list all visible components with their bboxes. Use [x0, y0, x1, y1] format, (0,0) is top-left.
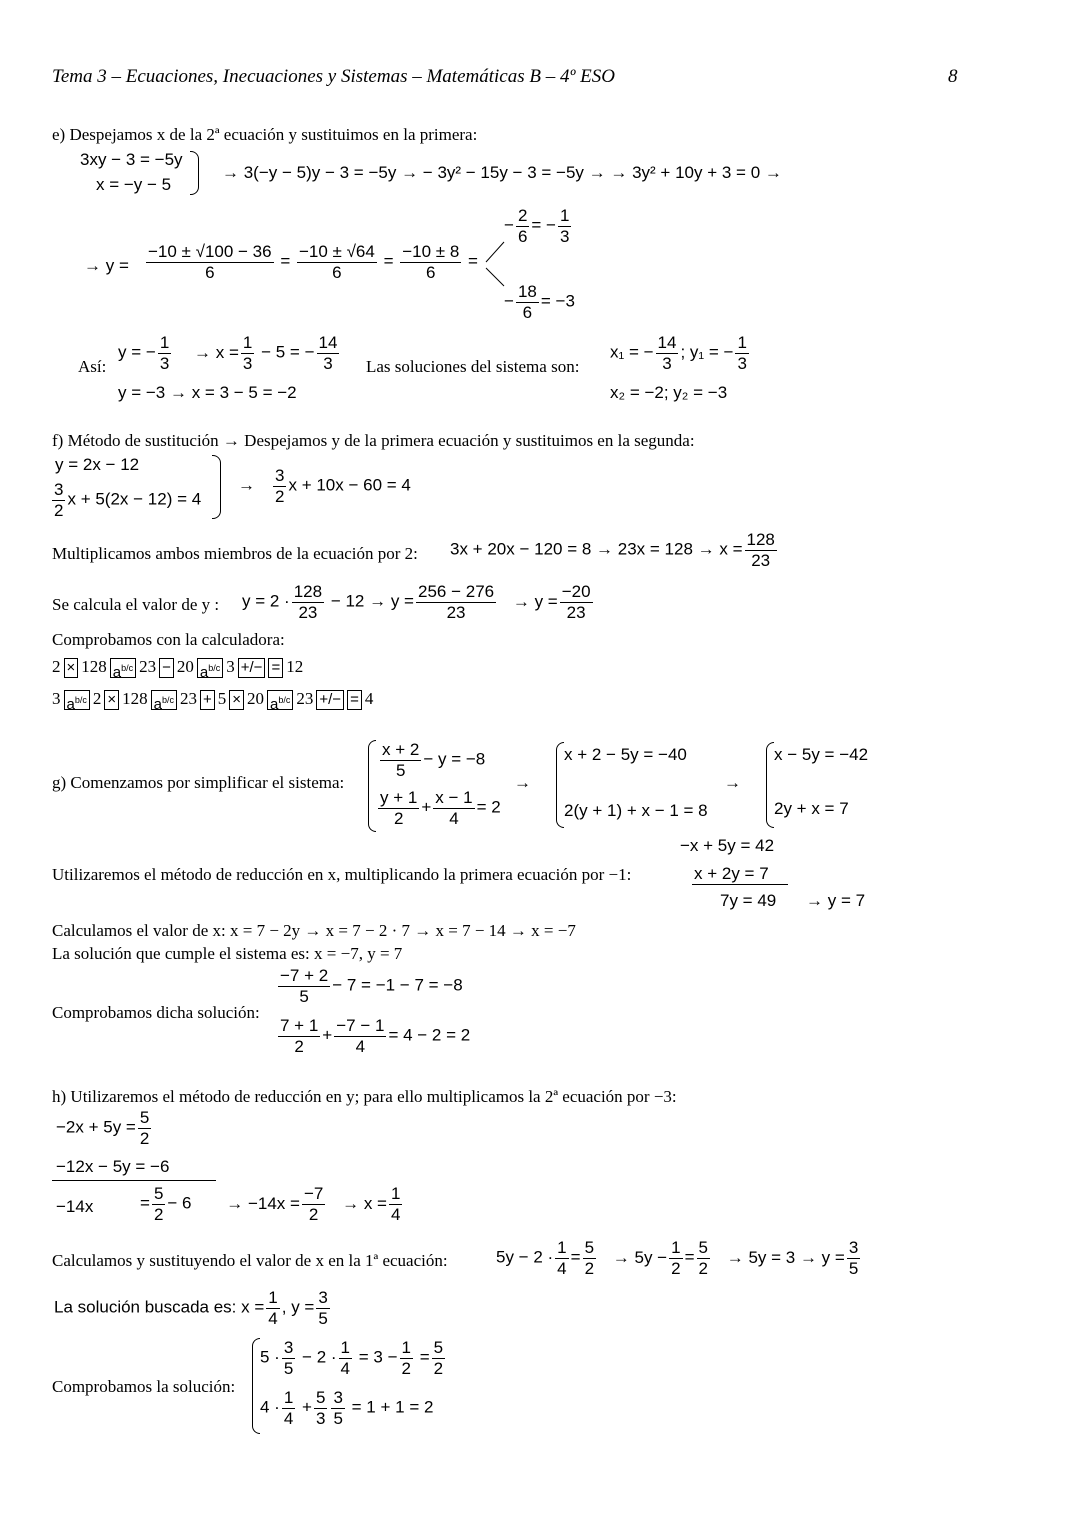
calculator-key: $a^{b/c}$ — [64, 690, 90, 710]
h-l1: −2x + 5y = $\frac{5}{2}$ — [56, 1108, 150, 1148]
h-calc-y-eq: 5y − 2 · $\frac{1}{4}$ = $\frac{5}{2}$ → 5y − $\frac{1}{2}$ = $\frac{5}{2}$ → 5y = 3 → y = $\frac{3}{5}$ — [496, 1238, 859, 1278]
g-b1: x + 2 − 5y = −40 — [564, 745, 687, 764]
page-number: 8 — [948, 66, 958, 87]
e-eq1: 3xy − 3 = −5y — [80, 150, 183, 169]
e-frac1: $\frac{-10 \pm √100 - 36}{6}$ = $\frac{-10 \pm √64}{6}$ = $\frac{-10 \pm 8}{6}$ = — [148, 242, 478, 282]
g-brace-c — [766, 742, 774, 828]
f-right-brace — [212, 455, 221, 519]
f-intro: f) Método de sustitución → Despejamos y de la primera ecuación y sustituimos en la segunda: — [52, 431, 695, 450]
g-r3: 7y = 49 — [720, 891, 777, 910]
e-y-label: → y = — [84, 256, 129, 275]
f-eq1: y = 2x − 12 — [55, 455, 140, 474]
calculator-number: 4 — [364, 689, 374, 708]
e-sol-line2: y = −3 → x = 3 − 5 = −2 — [118, 383, 297, 402]
calculator-number: 128 — [122, 689, 148, 708]
f-result: → $\frac{3}{2}$ x + 10x − 60 = 4 — [238, 466, 411, 506]
g-reduction-text: Utilizaremos el método de reducción en x, multiplicando la primera ecuación por −1: — [52, 865, 632, 884]
g-check-2: $\frac{7 + 1}{2}$ + $\frac{-7 - 1}{4}$ = 4 − 2 = 2 — [280, 1016, 471, 1056]
calculator-key: +/− — [316, 690, 344, 710]
f-comp-text: Comprobamos con la calculadora: — [52, 630, 285, 649]
f-calculator-seq2 — [52, 689, 376, 714]
g-arrow-2: → — [724, 773, 741, 792]
e-eq2: x = −y − 5 — [96, 175, 172, 194]
e-root2: − $\frac{18}{6}$ = −3 — [504, 282, 575, 322]
h-check-1: 5 · $\frac{3}{5}$ − 2 · $\frac{1}{4}$ = 3 − $\frac{1}{2}$ = $\frac{5}{2}$ — [260, 1338, 444, 1378]
g-arrow-1: → — [514, 773, 531, 792]
g-c1: x − 5y = −42 — [774, 745, 869, 764]
e-sol-text: Las soluciones del sistema son: — [366, 357, 580, 376]
g-r1: −x + 5y = 42 — [680, 836, 775, 855]
calculator-number: 23 — [179, 689, 197, 708]
calculator-key: $a^{b/c}$ — [110, 658, 136, 678]
calculator-key: × — [229, 690, 244, 710]
g-intro: g) Comenzamos por simplificar el sistema: — [52, 773, 345, 792]
g-a2: $\frac{y + 1}{2}$ + $\frac{x - 1}{4}$ = 2 — [380, 788, 501, 828]
h-l2: −12x − 5y = −6 — [56, 1157, 170, 1176]
calculator-key: × — [64, 658, 79, 678]
e-sol-line1: y = − $\frac{1}{3}$ → x = $\frac{1}{3}$ − 5 = − $\frac{14}{3}$ — [118, 333, 338, 373]
h-l3-left: −14x — [56, 1197, 94, 1216]
e-sol-x1y1: x₁ = − $\frac{14}{3}$ ; y₁ = − $\frac{1}{3}$ — [610, 333, 747, 373]
g-sum-line — [692, 884, 788, 885]
g-brace-b — [556, 742, 564, 828]
calculator-key: = — [268, 658, 283, 678]
e-sol-x2y2: x₂ = −2; y₂ = −3 — [610, 383, 728, 402]
h-check-brace — [252, 1338, 260, 1434]
calculator-number: 23 — [139, 657, 157, 676]
h-l3-right: = $\frac{5}{2}$ − 6 → −14x = $\frac{-7}{2}$ → x = $\frac{1}{4}$ — [140, 1184, 401, 1224]
g-solution: La solución que cumple el sistema es: x = −7, y = 7 — [52, 944, 403, 963]
h-solution: La solución buscada es: x = $\frac{1}{4}$ , y = $\frac{3}{5}$ — [54, 1288, 328, 1328]
f-mult-text: Multiplicamos ambos miembros de la ecuación por 2: — [52, 544, 418, 563]
f-ycalc-eq: y = 2 · $\frac{128}{23}$ − 12 → y = $\frac{256 - 276}{23}$ → y = $\frac{-20}{23}$ — [242, 582, 591, 622]
calculator-key: $a^{b/c}$ — [267, 690, 293, 710]
g-a1: $\frac{x + 2}{5}$ − y = −8 — [382, 740, 486, 780]
calculator-key: = — [347, 690, 362, 710]
e-right-brace — [190, 151, 199, 195]
page-header-title: Tema 3 – Ecuaciones, Inecuaciones y Sistemas – Matemáticas B – 4º ESO — [52, 66, 615, 87]
g-r3-result: → y = 7 — [806, 891, 866, 910]
h-calc-y-text: Calculamos y sustituyendo el valor de x en la 1ª ecuación: — [52, 1251, 448, 1270]
h-check-text: Comprobamos la solución: — [52, 1377, 236, 1396]
calculator-number: 2 — [52, 657, 61, 676]
calculator-number: 23 — [296, 689, 314, 708]
e-root1: − $\frac{2}{6}$ = − $\frac{1}{3}$ — [504, 206, 570, 246]
g-c2: 2y + x = 7 — [774, 799, 849, 818]
h-intro: h) Utilizaremos el método de reducción en y; para ello multiplicamos la 2ª ecuación por −3: — [52, 1087, 677, 1106]
h-check-2: 4 · $\frac{1}{4}$ + $\frac{5}{3}$ $\frac{3}{5}$ = 1 + 1 = 2 — [260, 1388, 434, 1428]
calculator-key: $a^{b/c}$ — [197, 658, 223, 678]
f-calculator-seq1 — [52, 657, 306, 682]
calculator-number: 5 — [217, 689, 227, 708]
calculator-number: 12 — [286, 657, 304, 676]
calculator-number: 128 — [81, 657, 107, 676]
calculator-key: + — [200, 690, 215, 710]
f-mult-eq: 3x + 20x − 120 = 8 → 23x = 128 → x = $\frac{128}{23}$ — [450, 530, 775, 570]
g-b2: 2(y + 1) + x − 1 = 8 — [564, 801, 708, 820]
g-brace-a — [368, 740, 376, 832]
g-calc-x: Calculamos el valor de x: x = 7 − 2y → x = 7 − 2 · 7 → x = 7 − 14 → x = −7 — [52, 921, 576, 940]
calculator-number: 3 — [226, 657, 235, 676]
g-r2: x + 2y = 7 — [694, 864, 769, 883]
calculator-key: − — [159, 658, 174, 678]
e-asi: Así: — [78, 357, 107, 376]
e-intro: e) Despejamos x de la 2ª ecuación y sustituimos en la primera: — [52, 125, 478, 144]
f-ycalc-text: Se calcula el valor de y : — [52, 595, 220, 614]
f-eq2: $\frac{3}{2}$ x + 5(2x − 12) = 4 — [54, 480, 202, 520]
calculator-number: 20 — [247, 689, 265, 708]
g-check-text: Comprobamos dicha solución: — [52, 1003, 260, 1022]
g-check-1: $\frac{-7 + 2}{5}$ − 7 = −1 − 7 = −8 — [280, 966, 463, 1006]
h-sum-line — [52, 1180, 216, 1181]
e-chain: → 3(−y − 5)y − 3 = −5y → − 3y² − 15y − 3 = −5y → → 3y² + 10y + 3 = 0 → — [222, 163, 782, 182]
calculator-number: 2 — [92, 689, 102, 708]
calculator-key: +/− — [238, 658, 266, 678]
calculator-number: 3 — [52, 689, 61, 708]
calculator-key: × — [104, 690, 119, 710]
calculator-key: $a^{b/c}$ — [151, 690, 177, 710]
calculator-number: 20 — [176, 657, 194, 676]
